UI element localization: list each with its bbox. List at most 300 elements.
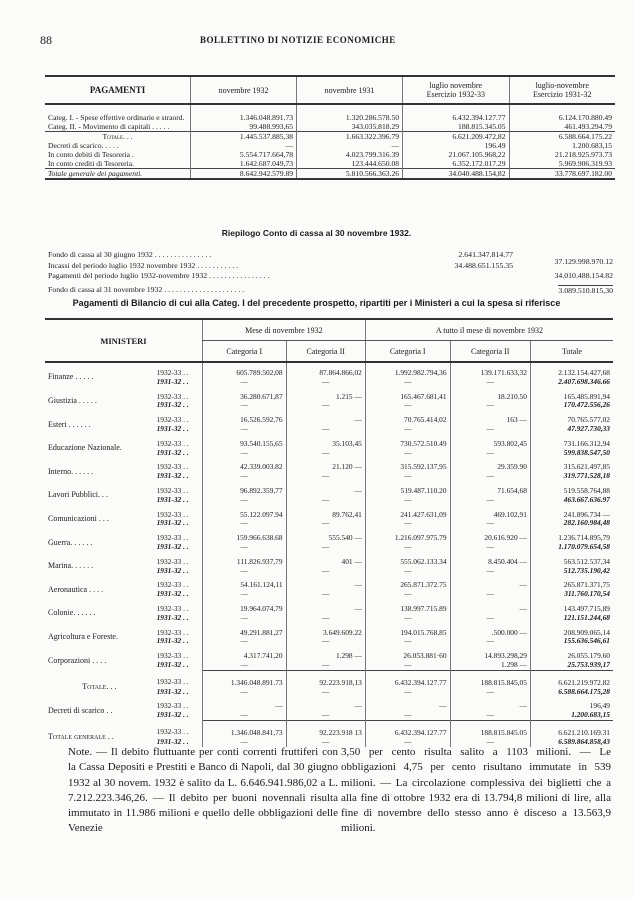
dash: —	[202, 738, 286, 747]
table-row	[45, 646, 613, 661]
year-label-prev: 1931-32 . .	[156, 659, 189, 669]
table-row	[45, 505, 613, 520]
table-row	[45, 457, 613, 472]
riepilogo-label: Fondo di cassa al 30 giugno 1932 . . . . . . . . . . . . . . .	[48, 250, 212, 259]
cell-value: 1.346.048.891.73	[191, 104, 297, 122]
table-row	[45, 696, 613, 711]
cell-value: 731.166.312,94	[530, 434, 613, 449]
cell-value: 71.654,68	[450, 481, 530, 496]
dash: —	[365, 661, 450, 670]
row-label: Decreti di scarico. . . . .	[48, 141, 119, 150]
cell-value: 1.320.286.578.50	[297, 104, 403, 122]
cell-value: 19.964.074,79	[202, 599, 286, 614]
dash: —	[286, 738, 365, 747]
cell-value: —	[450, 599, 530, 614]
cell-value: —	[286, 410, 365, 425]
ministry-name: Totale. . .	[82, 681, 117, 691]
group-header-tutto: A tutto il mese di novembre 1932	[365, 319, 613, 341]
dash: —	[450, 401, 530, 410]
cell-value: —	[297, 141, 403, 150]
year-label-prev: 1931-32 . .	[156, 686, 189, 696]
dash: —	[202, 567, 286, 576]
cell-value: 2.132.154.427,68	[530, 362, 613, 378]
table-row	[45, 599, 613, 614]
cell-value: 593.802,45	[450, 434, 530, 449]
cell-value: 1.663.322.396.79	[297, 132, 403, 142]
year-label: 1932-33 . .	[156, 701, 189, 711]
cell-value: 188.815.845.05	[450, 720, 530, 737]
cell-value: —	[286, 481, 365, 496]
table-row	[45, 141, 615, 150]
col-header: Categoria I	[365, 341, 450, 363]
cell-value: 208.909.065,14	[530, 623, 613, 638]
cell-value-prev: 121.151.244,68	[530, 614, 613, 623]
riepilogo-row	[48, 250, 613, 260]
riepilogo-label: Fondo di cassa al 31 novembre 1932 . . . . . . . . . . . . . . . . . . . . .	[48, 284, 245, 294]
dash: —	[365, 738, 450, 747]
dash: —	[365, 519, 450, 528]
payments-col-header: luglio-novembre Esercizio 1931-32	[509, 76, 615, 104]
table-row	[45, 720, 613, 737]
table-row	[45, 104, 615, 122]
cell-value: —	[450, 696, 530, 711]
cell-value: 21.067.105.968,22	[403, 150, 509, 159]
dash: —	[286, 711, 365, 720]
dash: —	[365, 614, 450, 623]
year-label: 1932-33 . .	[156, 603, 189, 613]
cell-value: 8.642.942.579.89	[191, 169, 297, 180]
table-row	[45, 434, 613, 449]
col-header: Totale	[530, 341, 613, 363]
dash: —	[202, 637, 286, 646]
dash: —	[286, 688, 365, 697]
cell-value: 4.023.799.316.39	[297, 150, 403, 159]
cell-value: —	[450, 575, 530, 590]
payments-table	[45, 75, 615, 180]
ministry-name: Giustizia . . . . .	[48, 395, 97, 405]
cell-value: 14.893.298,29	[450, 646, 530, 661]
payments-col-header: novembre 1932	[191, 76, 297, 104]
riepilogo-value: 34.488.651.155.35	[454, 260, 513, 270]
cell-value: —	[365, 696, 450, 711]
cell-value: 5.810.566.363.26	[297, 169, 403, 180]
cell-value: 6.432.394.127.77	[365, 720, 450, 737]
cell-value: 555.540 —	[286, 528, 365, 543]
cell-value: 6.621.209.472,82	[403, 132, 509, 142]
dash: —	[202, 425, 286, 434]
cell-value: 55.122.097.94	[202, 505, 286, 520]
cell-value: 469.102,91	[450, 505, 530, 520]
dash: —	[286, 637, 365, 646]
cell-value: 138.997.715.89	[365, 599, 450, 614]
cell-value: 33.778.697.182.00	[509, 169, 615, 180]
cell-value: 1.236.714.895,79	[530, 528, 613, 543]
cell-value-prev: 1.298 —	[450, 661, 530, 670]
row-label: In conto crediti di Tesoreria.	[48, 159, 134, 168]
cell-value-prev: 25.753.939,17	[530, 661, 613, 670]
table-row	[45, 122, 615, 132]
cell-value: —	[286, 575, 365, 590]
dash: —	[450, 378, 530, 387]
cell-value: 563.512.537,34	[530, 552, 613, 567]
dash: —	[286, 472, 365, 481]
year-label-prev: 1931-32 . .	[156, 518, 189, 528]
cell-value: —	[286, 599, 365, 614]
cell-value: 730.572.510.49	[365, 434, 450, 449]
year-label: 1932-33 . .	[156, 415, 189, 425]
year-label-prev: 1931-32 . .	[156, 471, 189, 481]
dash: —	[450, 472, 530, 481]
cell-value: 8.450.404 —	[450, 552, 530, 567]
ministry-name: Interno. . . . . .	[48, 466, 94, 476]
riepilogo-value: 2.641.347.814.77	[458, 250, 513, 259]
cell-value-prev: 6.589.864.858,43	[530, 738, 613, 747]
cell-value: 6.432.394.127.77	[403, 104, 509, 122]
row-label: Categ. I. - Spese effettive ordinarie e straord.	[48, 113, 185, 122]
cell-value: 555.062.133.34	[365, 552, 450, 567]
ministry-name: Lavori Pubblici. . .	[48, 490, 108, 500]
year-label-prev: 1931-32 . .	[156, 400, 189, 410]
dash: —	[202, 496, 286, 505]
dash: —	[450, 614, 530, 623]
dash: —	[450, 738, 530, 747]
cell-value: 93.540.155,65	[202, 434, 286, 449]
payments-col-header: luglio novembre Esercizio 1932-33	[403, 76, 509, 104]
cell-value: —	[191, 141, 297, 150]
dash: —	[450, 496, 530, 505]
dash: —	[286, 378, 365, 387]
dash: —	[202, 543, 286, 552]
cell-value: 4.317.741,20	[202, 646, 286, 661]
table-row	[45, 410, 613, 425]
dash: —	[286, 661, 365, 670]
cell-value: 20.616.920 —	[450, 528, 530, 543]
ministeri-title: Pagamenti di Bilancio di cui alla Categ. I del precedente prospetto, ripartiti per i Ministeri a cui la spesa si riferisce	[72, 298, 561, 308]
cell-value: 315.592.137,95	[365, 457, 450, 472]
dash: —	[202, 614, 286, 623]
dash: —	[202, 472, 286, 481]
col-header: Categoria II	[450, 341, 530, 363]
notes-left-column: Note. — Il debito fluttuante per conti correnti fruttiferi con la Cassa Depositi e Prestiti e Banco di Napoli, dal 30 giugno 1932 al 30 novem. 1932 è salito da L. 6.646.941.986,02 a L. 7.212.223.346,26. — Il debito per buoni novennali risulta immutato in 11.986 milioni e quello delle obbligazioni delle Venezie	[68, 746, 338, 835]
row-label: Categ. II. - Movimento di capitali . . . . .	[48, 122, 170, 131]
payments-col-header: novembre 1931	[297, 76, 403, 104]
year-label-prev: 1931-32 . .	[156, 612, 189, 622]
cell-value: 139.171.633,32	[450, 362, 530, 378]
cell-value: 16.526.592,76	[202, 410, 286, 425]
dash: —	[202, 688, 286, 697]
page-number: 88	[40, 33, 52, 47]
dash: —	[365, 688, 450, 697]
cell-value: 6.432.394.127.77	[365, 670, 450, 687]
cell-value: 5.554.717.664,78	[191, 150, 297, 159]
cell-value: 188.815.345.05	[403, 122, 509, 132]
col-header: Categoria I	[202, 341, 286, 363]
dash: —	[365, 378, 450, 387]
dash: —	[202, 378, 286, 387]
cell-value-prev: 47.927.730,33	[530, 425, 613, 434]
cell-value: 1.445.537.885,38	[191, 132, 297, 142]
ministry-name: Decreti di scarico . .	[48, 705, 113, 715]
cell-value: 265.871.371,75	[530, 575, 613, 590]
dash: —	[450, 543, 530, 552]
dash: —	[450, 519, 530, 528]
ministry-name: Esteri . . . . . .	[48, 419, 91, 429]
dash: —	[450, 688, 530, 697]
cell-value: 315.621.497,85	[530, 457, 613, 472]
cell-value: 49.291.881,27	[202, 623, 286, 638]
cell-value: 123.444.650.08	[297, 159, 403, 169]
cell-value: 5.969.906.319.93	[509, 159, 615, 169]
cell-value: 70.765.577,02	[530, 410, 613, 425]
ministry-name: Finanze . . . . .	[48, 372, 94, 382]
cell-value: 87.864.866,02	[286, 362, 365, 378]
year-label: 1932-33 . .	[156, 462, 189, 472]
cell-value: 605.789.502,08	[202, 362, 286, 378]
year-label: 1932-33 . .	[156, 556, 189, 566]
year-label-prev: 1931-32 . .	[156, 541, 189, 551]
cell-value: 70.765.414,02	[365, 410, 450, 425]
cell-value-prev: 599.838.547,50	[530, 449, 613, 458]
year-label: 1932-33 . .	[156, 509, 189, 519]
cell-value: 165.485.891,94	[530, 387, 613, 402]
cell-value: —	[286, 696, 365, 711]
year-label: 1932-33 . .	[156, 391, 189, 401]
cell-value: 165.467.681,41	[365, 387, 450, 402]
year-label: 1932-33 . .	[156, 533, 189, 543]
cell-value-prev: 311.760.170,54	[530, 590, 613, 599]
dash: —	[202, 449, 286, 458]
cell-value-prev: 1.200.683,15	[530, 711, 613, 720]
cell-value: 1.200.683,15	[509, 141, 615, 150]
riepilogo-total: 3.089.510.815,30	[558, 285, 613, 295]
cell-value: 196,49	[530, 696, 613, 711]
cell-value: 92.223.918,13	[286, 670, 365, 687]
ministry-name: Aeronautica . . . .	[48, 584, 104, 594]
year-label: 1932-33 . .	[156, 677, 189, 687]
riepilogo-total: 37.129.998.970.12	[554, 256, 613, 266]
dash: —	[450, 567, 530, 576]
cell-value: 96.892.359,77	[202, 481, 286, 496]
riepilogo-label: Incassi del periodo luglio 1932 novembre 1932 . . . . . . . . . . .	[48, 260, 239, 270]
dash: —	[450, 449, 530, 458]
table-row	[45, 387, 613, 402]
payments-col-header: PAGAMENTI	[45, 76, 191, 104]
dash: —	[286, 425, 365, 434]
ministry-name: Comunicazioni . . .	[48, 513, 109, 523]
cell-value: 99.488.993,65	[191, 122, 297, 132]
ministry-name: Corporazioni . . . .	[48, 655, 107, 665]
cell-value: 343.035.818.29	[297, 122, 403, 132]
cell-value: 92.223.918 13	[286, 720, 365, 737]
group-header-mese: Mese di novembre 1932	[202, 319, 365, 341]
dash: —	[365, 543, 450, 552]
dash: —	[286, 567, 365, 576]
cell-value-prev: 1.170.079.654,58	[530, 543, 613, 552]
dash: —	[286, 614, 365, 623]
row-label: Totale. . .	[45, 132, 191, 142]
cell-value-prev: 170.472.556,26	[530, 401, 613, 410]
year-label: 1932-33 . .	[156, 627, 189, 637]
table-row	[45, 159, 615, 169]
cell-value: 519.487.110.20	[365, 481, 450, 496]
cell-value: 6.621.219.972.82	[530, 670, 613, 687]
cell-value: 6.352.172.017.29	[403, 159, 509, 169]
cell-value: 111.826.937,79	[202, 552, 286, 567]
dash: —	[450, 711, 530, 720]
ministry-name: Agricoltura e Foreste.	[48, 631, 118, 641]
cell-value: 1.346.048.841,73	[202, 720, 286, 737]
row-label: Totale generale dei pagamenti.	[45, 169, 191, 180]
cell-value: 21.218.925.973.73	[509, 150, 615, 159]
dash: —	[202, 519, 286, 528]
year-label-prev: 1931-32 . .	[156, 589, 189, 599]
cell-value: 159.966.638.68	[202, 528, 286, 543]
year-label: 1932-33 . .	[156, 580, 189, 590]
dash: —	[286, 496, 365, 505]
cell-value-prev: 6.588.664.175,28	[530, 688, 613, 697]
dash: —	[202, 711, 286, 720]
running-title: BOLLETTINO DI NOTIZIE ECONOMICHE	[200, 35, 396, 45]
cell-value-prev: 282.160.984,48	[530, 519, 613, 528]
year-label-prev: 1931-32 . .	[156, 376, 189, 386]
table-row	[45, 575, 613, 590]
year-label-prev: 1931-32 . .	[156, 636, 189, 646]
dash: —	[365, 590, 450, 599]
ministry-name: Marina. . . . . .	[48, 561, 94, 571]
cell-value: 401 —	[286, 552, 365, 567]
cell-value: 54.161.124,11	[202, 575, 286, 590]
cell-value-prev: 319.771.528,18	[530, 472, 613, 481]
dash: —	[450, 425, 530, 434]
dash: —	[365, 449, 450, 458]
table-row	[45, 362, 613, 378]
cell-value: 34.040.488.154,82	[403, 169, 509, 180]
cell-value-prev: 463.667.636.97	[530, 496, 613, 505]
riepilogo-label: Pagamenti del periodo luglio 1932-novembre 1932 . . . . . . . . . . . . . . . .	[48, 271, 270, 280]
riepilogo-row	[48, 256, 613, 271]
cell-value-prev: 155.636.546,61	[530, 637, 613, 646]
cell-value: 194.015.768,85	[365, 623, 450, 638]
year-label-prev: 1931-32 . .	[156, 423, 189, 433]
cell-value: —	[202, 696, 286, 711]
year-label: 1932-33 . .	[156, 368, 189, 377]
cell-value-prev: 2.407.698.346.66	[530, 378, 613, 387]
dash: —	[365, 472, 450, 481]
cell-value: 21.120 —	[286, 457, 365, 472]
dash: —	[202, 590, 286, 599]
year-label: 1932-33 . .	[156, 651, 189, 661]
dash: —	[450, 590, 530, 599]
cell-value: 6.621.210.169.31	[530, 720, 613, 737]
table-row	[45, 552, 613, 567]
ministry-name: Colonie. . . . . .	[48, 608, 96, 618]
cell-value: 26.053.881·60	[365, 646, 450, 661]
cell-value: 1.992.982.794,36	[365, 362, 450, 378]
table-row	[45, 528, 613, 543]
year-label-prev: 1931-32 . .	[156, 565, 189, 575]
cell-value: 1.216.097.975.79	[365, 528, 450, 543]
riepilogo-total: 34.010.488.154.82	[554, 271, 613, 280]
table-row	[45, 481, 613, 496]
cell-value: 241.896.734 —	[530, 505, 613, 520]
cell-value: 89.762,41	[286, 505, 365, 520]
cell-value: 6.588.664.175.22	[509, 132, 615, 142]
cell-value: 519.558.764,88	[530, 481, 613, 496]
dash: —	[286, 543, 365, 552]
year-label: 1932-33 . .	[156, 727, 189, 737]
cell-value: 461.493.294.79	[509, 122, 615, 132]
dash: —	[365, 637, 450, 646]
ministry-name: Educazione Nazionale.	[48, 443, 122, 453]
notes-right-column: 3,50 per cento risulta salito a 1103 milioni. — Le obbligazioni 4,75 per cento risultano immutate in 539 milioni. — La circolazione complessiva dei biglietti che a alla fine di ottobre 1932 era di 13.794,8 milioni di lire, alla fine di novembre dello stesso anno è disceso a 13.563,9 milioni.	[341, 746, 611, 835]
table-row	[45, 670, 613, 687]
year-label: 1932-33 . .	[156, 485, 189, 495]
cell-value: 1.642.687.049,73	[191, 159, 297, 169]
year-label-prev: 1931-32 . .	[156, 494, 189, 504]
ministry-name: Guerra. . . . . .	[48, 537, 93, 547]
cell-value: 1.215 —	[286, 387, 365, 402]
riepilogo-row	[48, 285, 613, 295]
cell-value: 6.124.170.880.49	[509, 104, 615, 122]
dash: —	[286, 449, 365, 458]
table-row	[45, 150, 615, 159]
dash: —	[286, 590, 365, 599]
cell-value: 163 —	[450, 410, 530, 425]
cell-value: 1.346.048.891.73	[202, 670, 286, 687]
dash: —	[202, 401, 286, 410]
cell-value: 143.497.715,89	[530, 599, 613, 614]
cell-value: 241.427.631,09	[365, 505, 450, 520]
cell-value: 265.871.372.75	[365, 575, 450, 590]
year-label: 1932-33 . .	[156, 438, 189, 448]
cell-value: 1.298 —	[286, 646, 365, 661]
dash: —	[365, 496, 450, 505]
cell-value: 36.280.671,87	[202, 387, 286, 402]
cell-value: .500.000 —	[450, 623, 530, 638]
dash: —	[202, 661, 286, 670]
dash: —	[450, 637, 530, 646]
table-row	[45, 132, 615, 142]
cell-value-prev: 512.735.190,42	[530, 567, 613, 576]
dash: —	[286, 519, 365, 528]
dash: —	[286, 401, 365, 410]
dash: —	[365, 567, 450, 576]
riepilogo-row	[48, 271, 613, 281]
cell-value: 35.103,45	[286, 434, 365, 449]
cell-value: 188.815.845,05	[450, 670, 530, 687]
year-label-prev: 1931-32 . .	[156, 447, 189, 457]
ministeri-table	[45, 318, 613, 747]
cell-value: 3.649.609.22	[286, 623, 365, 638]
table-row	[45, 623, 613, 638]
dash: —	[365, 425, 450, 434]
cell-value: 26.055.179.60	[530, 646, 613, 661]
year-label-prev: 1931-32 . .	[156, 710, 189, 720]
dash: —	[365, 711, 450, 720]
year-label-prev: 1931-32 . .	[156, 736, 189, 746]
cell-value: 18.210.50	[450, 387, 530, 402]
ministry-name: Totale generale . .	[48, 732, 114, 742]
row-label: In conto debiti di Tesoreria .	[48, 150, 134, 159]
cell-value: 196.49	[403, 141, 509, 150]
col-header: Categoria II	[286, 341, 365, 363]
cell-value: 29.359.90	[450, 457, 530, 472]
ministeri-header: MINISTERI	[45, 319, 202, 362]
table-row	[45, 169, 615, 180]
riepilogo-title: Riepilogo Conto di cassa al 30 novembre 1932.	[221, 228, 412, 238]
cell-value: 42.339.003.82	[202, 457, 286, 472]
dash: —	[365, 401, 450, 410]
